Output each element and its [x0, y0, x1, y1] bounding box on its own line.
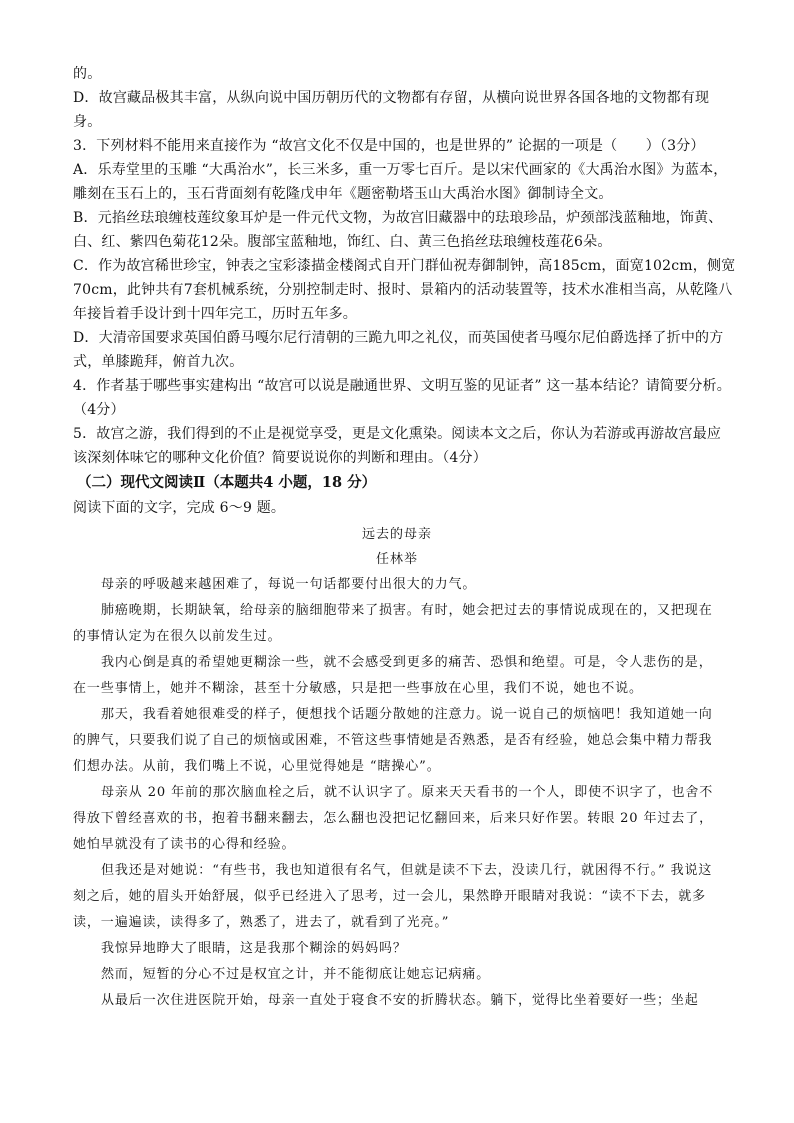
section-intro: 阅读下面的文字，完成 6～9 题。 — [73, 500, 286, 516]
q4-line1: 4．作者基于哪些事实建构出 “故宫可以说是融通世界、文明互鉴的见证者” 这一基本结论？请简要分析。 — [73, 378, 731, 394]
story-author: 任林举 — [375, 552, 418, 567]
story-paragraph: 母亲的呼吸越来越困难了，每说一句话都要付出很大的力气。 — [101, 577, 477, 592]
story-paragraph: 我惊异地睁大了眼睛，这是我那个糊涂的妈妈吗？ — [101, 941, 407, 956]
story-paragraph: 我内心倒是真的希望她更糊涂一些，就不会感受到更多的痛苦、恐惧和绝望。可是，令人悲伤的是，在一些事情上，她并不糊涂，甚至十分敏感，只是把一些事放在心里，我们不说，她也不说。 — [73, 655, 713, 696]
story-paragraph: 肺癌晚期，长期缺氧，给母亲的脑细胞带来了损害。有时，她会把过去的事情说成现在的，又把现在的事情认定为在很久以前发生过。 — [73, 603, 713, 644]
q3-option-c-line3: 年接旨着手设计到十四年完工，历时五年多。 — [73, 306, 357, 322]
exam-page — [73, 62, 736, 1014]
q5-line2: 该深刻体味它的哪种文化价值？简要说说你的判断和理由。（4分） — [73, 450, 487, 466]
q3-option-a-line2: 雕刻在玉石上的，玉石背面刻有乾隆戊申年《题密勒塔玉山大禹治水图》御制诗全文。 — [73, 186, 613, 202]
story-paragraph: 但我还是对她说：“有些书，我也知道很有名气，但就是读不下去，没读几行，就困得不行。” 我说这刻之后，她的眉头开始舒展，似乎已经进入了思考，过一会儿，果然睁开眼睛对我说：“读不下去，就多读，一遍遍读，读得多了，熟悉了，进去了，就看到了光亮。” — [73, 863, 713, 930]
q3-stem: 3．下列材料不能用来直接作为 “故宫文化不仅是中国的，也是世界的” 论据的一项是（ ）（3分） — [73, 138, 705, 154]
q2-tail: 的。 — [73, 66, 102, 82]
q3-option-a-line1: A．乐寿堂里的玉雕 “大禹治水”，长三米多，重一万零七百斤。是以宋代画家的《大禹治水图》为蓝本， — [73, 162, 728, 178]
q3-option-b-line1: B．元掐丝珐琅缠枝莲纹象耳炉是一件元代文物，为故宫旧藏器中的珐琅珍品，炉颈部浅蓝釉地，饰黄、 — [73, 210, 723, 226]
story-body — [73, 572, 721, 1014]
story-title: 远去的母亲 — [361, 527, 432, 542]
story-paragraph: 从最后一次住进医院开始，母亲一直处于寝食不安的折腾状态。躺下，觉得比坐着要好一些；坐起 — [101, 993, 699, 1008]
q4-line2: （4分） — [73, 402, 125, 418]
q3-option-c-line2: 70cm，此钟共有7套机械系统，分别控制走时、报时、景箱内的活动装置等，技术水准相当高，从乾隆八 — [73, 282, 733, 298]
q2-option-d-line2: 身。 — [73, 114, 102, 130]
story-paragraph: 然而，短暂的分心不过是权宜之计，并不能彻底让她忘记病痛。 — [101, 967, 491, 982]
section-title: （二）现代文阅读Ⅱ（本题共4 小题，18 分） — [77, 474, 377, 491]
q5-line1: 5．故宫之游，我们得到的不止是视觉享受，更是文化熏染。阅读本文之后，你认为若游或再游故宫最应 — [73, 426, 722, 442]
q2-option-d-line1: D．故宫藏品极其丰富，从纵向说中国历朝历代的文物都有存留，从横向说世界各国各地的文物都有现 — [73, 90, 710, 106]
q3-option-b-line2: 白、红、紫四色菊花12朵。腹部宝蓝釉地，饰红、白、黄三色掐丝珐琅缠枝莲花6朵。 — [73, 234, 612, 250]
q3-option-d-line1: D．大清帝国要求英国伯爵马嘎尔尼行清朝的三跪九叩之礼仪，而英国使者马嘎尔尼伯爵选择了折中的方 — [73, 330, 724, 346]
story-paragraph: 那天，我看着她很难受的样子，便想找个话题分散她的注意力。说一说自己的烦恼吧！我知道她一向的脾气，只要我们说了自己的烦恼或困难，不管这些事情她是否熟悉，是否有经验，她总会集中精力帮我们想办法。从前，我们嘴上不说，心里觉得她是 “瞎操心”。 — [73, 707, 713, 774]
q3-option-d-line2: 式，单膝跪拜，俯首九次。 — [73, 354, 244, 370]
q3-option-c-line1: C．作为故宫稀世珍宝，钟表之宝彩漆描金楼阁式自开门群仙祝寿御制钟，高185cm，面宽102cm，侧宽 — [73, 258, 736, 274]
story-paragraph: 母亲从 20 年前的那次脑血栓之后，就不认识字了。原来天天看书的一个人，即使不识字了，也舍不得放下曾经喜欢的书，抱着书翻来翻去，怎么翻也没把记忆翻回来，后来只好作罢。转眼 20 年过去了，她怕早就没有了读书的心得和经验。 — [73, 785, 714, 852]
